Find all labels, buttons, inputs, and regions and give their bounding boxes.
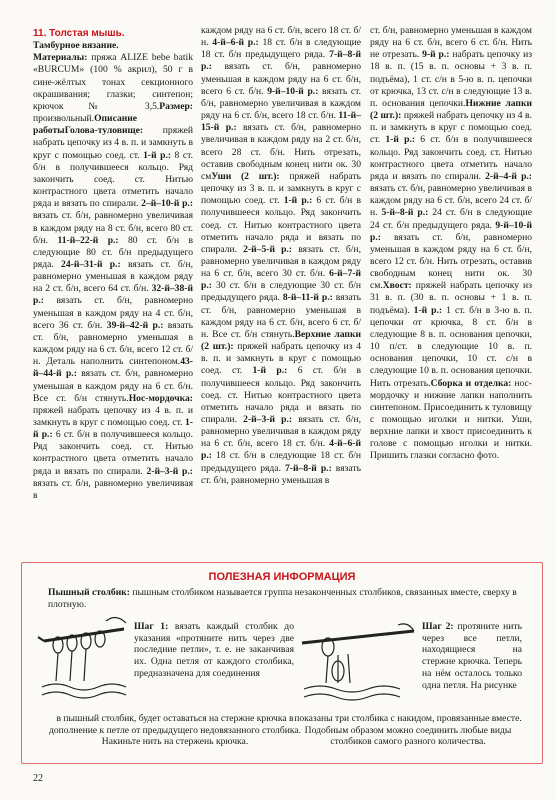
crochet-step2-illustration <box>298 621 420 711</box>
info-box-title: ПОЛЕЗНАЯ ИНФОРМАЦИЯ <box>208 571 356 583</box>
instruction-label: 1-й р.: <box>252 365 288 377</box>
instruction-text: пряжей набрать цепочку из 4 в. п. и замкнуть в круг с помощью соед. ст. <box>370 110 532 146</box>
instruction-label: Верхние лапки (2 шт.): <box>201 328 361 353</box>
instruction-text: 18 ст. б/н в следующие 18 ст. б/н предыдущего ряда. <box>201 450 361 474</box>
column-1 <box>33 28 193 502</box>
instruction-text: 8 ст. б/н в получившееся кольцо. Ряд закончить соед. ст. Нитью контрастного цвета отметить начало ряда и вязать по спирали. <box>33 149 193 210</box>
instruction-text: пряжей набрать цепочку из 3 в. п. и замкнуть в круг с помощью соед. ст. <box>201 170 361 207</box>
instruction-text: 80 ст. б/н в следующие 80 ст. б/н предыдущего ряда. <box>33 234 193 270</box>
column-3-body <box>370 25 532 463</box>
paragraph-text <box>370 25 532 463</box>
instruction-text: пряжей набрать цепочку из 31 в. п. (30 в. п. основы + 1 в. п. подъёма). <box>370 280 532 316</box>
instruction-label: 1-й р.: <box>143 149 172 161</box>
instruction-text: пряжей набрать цепочку из 4 в. п. и замкнуть в круг с помощью соед. ст. <box>33 125 193 161</box>
instruction-label: 11-й–15-й р.: <box>201 110 361 134</box>
instruction-label: Голова-туловище: <box>64 125 144 137</box>
column-3 <box>370 25 532 463</box>
instruction-text: вязать ст. б/н, равномерно увеличивая в каждом ряду на 6 ст. б/н, всего 30 ст. б/н. <box>201 243 361 280</box>
technique-heading: Тамбурное вязание. <box>33 40 119 52</box>
instruction-text: ст. б/н, равномерно уменьшая в каждом ряду на 6 ст. б/н, всего 6 ст. б/н. Нить не отрезать. <box>370 25 532 61</box>
definition-term: Пышный столбик: <box>48 587 130 598</box>
instruction-text: 24 ст. б/н в следующие 24 ст. б/н предыдущего ряда. <box>370 207 532 231</box>
instruction-label: 24-й–31-й р.: <box>61 258 121 270</box>
column-2 <box>201 25 361 487</box>
instruction-label: 1-й р.: <box>33 417 193 441</box>
instruction-text: 30 ст. б/н в следующие 30 ст. б/н предыдущего ряда. <box>201 280 361 304</box>
useful-info-box <box>21 562 543 764</box>
step-1 <box>134 621 294 680</box>
instruction-text: вязать ст. б/н, равномерно увеличивая в <box>33 477 193 501</box>
instruction-text: вязать ст. б/н, равномерно увеличивая в каждом ряду на 6 ст. б/н, всего 18 ст. б/н. <box>201 414 361 450</box>
instruction-text: 6 ст. б/н в получившееся кольцо. Ряд закончить соед. ст. Нитью контрастного цвета отметить начало ряда и вязать по спирали. <box>370 134 532 182</box>
instruction-label: Сборка и отделка: <box>430 377 512 389</box>
column-1-body <box>33 52 193 502</box>
instruction-text: вязать ст. б/н, равномерно уменьшая в каждом ряду на 2 ст. б/н, всего 64 ст. б/н. <box>33 258 193 295</box>
instruction-text: 18 ст. б/н в следующие 18 ст. б/н предыдущего ряда. <box>201 37 362 61</box>
instruction-label: 2-й–4-й р.: <box>485 170 532 182</box>
definition-text: пышным столбиком называется группа незаконченных столбиков, связанных вместе, сверху в плотную. <box>48 587 517 610</box>
column-2-body <box>201 25 361 487</box>
instruction-label: 2–й–10-й р.: <box>141 198 194 210</box>
paragraph-text <box>201 25 361 487</box>
instruction-label: Хвост: <box>382 280 412 292</box>
instruction-label: Нос-мордочка: <box>128 392 193 404</box>
instruction-text: вязать ст. б/н, равномерно уменьшая в каждом ряду на 6 ст. б/н, всего 12 ст. б/н. Нить отрезать, оставив свободным конец нити ок. 30 см. <box>370 231 532 292</box>
instruction-text: вязать ст. б/н, равномерно уменьшая в каждом ряду на 6 ст. б/н, всего 12 ст. б/н. Деталь наполнить синтепоном. <box>33 319 193 368</box>
instruction-text: пряжей набрать цепочку из 4 в. п. и замкнуть в круг с помощью соед. ст. <box>201 341 361 377</box>
instruction-label: 2-й–5-й р.: <box>243 243 293 255</box>
step-1-text: вязать каждый столбик до указания «протяните нить через две последние петли», т. е. не заканчивая их. Одна петля от каждого столбика, предназначена для соединения <box>134 621 294 679</box>
instruction-label: 43-й–44-й р.: <box>33 356 193 380</box>
step-2-continuation: показаны три столбика с накидом, провязанные вместе. Подобным образом можно соединить любые виды столбиков самого разного количества. <box>294 713 522 748</box>
instruction-text: вязать ст. б/н, равномерно уменьшая в каждом ряду на 6 ст. б/н. Все ст. б/н стянуть. <box>33 368 194 404</box>
instruction-label: 7-й–8-й р.: <box>201 49 361 73</box>
page-number: 22 <box>33 773 43 784</box>
instruction-label: 7-й–8-й р.: <box>285 462 332 474</box>
instruction-label: 4-й–6-й р.: <box>201 438 361 462</box>
instruction-label: 6-й–7-й р.: <box>201 268 361 292</box>
instruction-label: Материалы: <box>33 52 88 64</box>
instruction-label: 1-й р.: <box>283 195 313 207</box>
instruction-text: вязать ст. б/н, равномерно уменьшая в каждом ряду на 6 ст. б/н, всего 6 ст. б/н. <box>201 61 361 97</box>
instruction-text: вязать ст. б/н, равномерно уменьшая в каждом ряду на 4 ст. б/н, всего 36 ст. б/н. <box>33 295 193 331</box>
instruction-text: 1 ст. б/н в 3-ю в. п. цепочки от крючка, 8 ст. б/н в следующие 8 в. п. основания цепочки, 10 п/ст. в следующие 10 в. п. основания цепочки, 10 ст. с/н в следующие 10 в. п. основания цепочки. Нить отрезать. <box>370 304 532 389</box>
instruction-label: 2-й–3-й р.: <box>243 414 293 425</box>
step-2-label: Шаг 2: <box>422 621 454 632</box>
puff-stitch-definition <box>48 587 518 611</box>
step-2 <box>422 621 522 691</box>
instruction-label: 5-й–8-й р.: <box>381 207 429 219</box>
instruction-text: произвольный. <box>33 113 95 125</box>
step-1-label: Шаг 1: <box>134 621 169 632</box>
instruction-label: 39-й–42-й р.: <box>106 319 164 331</box>
instruction-text: вязать ст. б/н, равномерно увеличивая в каждом ряду на 6 ст. б/н, всего 18 ст. б/н. <box>201 85 362 122</box>
instruction-text: каждом ряду на 6 ст. б/н, всего 18 ст. б/н. <box>201 25 361 49</box>
instruction-text: нос-мордочку и нижние лапки наполнить синтепоном. Присоединить к туловищу с помощью иголки и нитки. Уши, верхние лапки и хвост присоединить к голове с помощью иголки и нитки. Пришить глазки согласно фото. <box>370 377 532 462</box>
instruction-label: 4-й–6-й р.: <box>212 37 259 49</box>
instruction-label: 9-й р.: <box>422 49 450 61</box>
instruction-text: вязать ст. б/н, равномерно увеличивая в каждом ряду на 6 ст. б/н, всего 24 ст. б/н. <box>370 183 532 219</box>
instruction-label: 32-й–38-й р.: <box>33 283 193 307</box>
instruction-text: вязать ст. б/н, равномерно увеличивая в каждом ряду на 8 ст. б/н, всего 80 ст. б/н. <box>33 210 193 246</box>
crochet-step1-illustration <box>36 611 132 711</box>
instruction-text: 6 ст. б/н в получившееся кольцо. Ряд закончить соед. ст. Нитью контрастного цвета отметить начало ряда и вязать по спирали. <box>33 429 193 477</box>
instruction-label: Размер: <box>159 100 193 112</box>
instruction-text: вязать ст. б/н, равномерно уменьшая в <box>201 462 361 486</box>
instruction-text: набрать цепочку из 18 в. п. (15 в. п. основы + 3 в. п. подъёма), 1 ст. с/н в 5-ю в. п. цепочки от крючка, 13 ст. с/н в следующие 13 в. п. основания цепочки. <box>370 49 532 109</box>
pattern-title: 11. Толстая мышь. <box>33 28 125 39</box>
instruction-label: Нижние лапки (2 шт.): <box>370 97 532 122</box>
instruction-text: 6 ст. б/н в получившееся кольцо. Ряд закончить соед. ст. Нитью контрастного цвета отметить начало ряда и вязать по спирали. <box>201 195 361 255</box>
instruction-text: вязать ст. б/н, равномерно увеличивая в каждом ряду на 2 ст. б/н, всего 28 ст. б/н. Нить отрезать, оставив свободным конец нити ок. 30 см <box>201 122 361 182</box>
instruction-label: 8-й–11-й р.: <box>282 292 333 304</box>
instruction-text: пряжа ALIZE bebe batik «BURCUM» (100 % акрил), 50 г в сине-жёлтых тонах секционного окрашивания; глазки; синтепон; крючок № 3,5. <box>33 52 193 112</box>
instruction-label: 1-й р.: <box>385 134 416 146</box>
instruction-label: 1-й р.: <box>413 304 443 316</box>
step-1-continuation: в пышный столбик, будет оставаться на стержне крючка в дополнение к петле от предыдущего недовязанного столбика. Накиньте нить на стержень крючка. <box>48 713 302 748</box>
paragraph-text <box>33 52 193 502</box>
instruction-label: 9-й–10-й р.: <box>370 219 532 243</box>
instruction-label: 2-й–3-й р.: <box>146 465 193 477</box>
instruction-label: Уши (2 шт.): <box>211 170 280 182</box>
instruction-label: 9-й–10-й р.: <box>267 85 319 97</box>
instruction-label: Описание работы <box>33 113 138 137</box>
instruction-text: 6 ст. б/н в получившееся кольцо. Ряд закончить соед. ст. Нитью контрастного цвета отметить начало ряда и вязать по спирали. <box>201 365 361 425</box>
instruction-text: пряжей набрать цепочку из 4 в. п. и замкнуть в круг с помощью соед. ст. <box>33 404 193 428</box>
instruction-text: вязать ст. б/н, равномерно уменьшая в каждом ряду на 6 ст. б/н, всего 6 ст. б/н. Все ст. б/н стянуть. <box>201 292 361 340</box>
step-2-text: протяните нить через все петли, находящиеся на стержне крючка. Теперь на нём осталось только одна петля. На рисунке <box>422 621 522 691</box>
instruction-label: 11-й–22-й р.: <box>57 234 119 246</box>
